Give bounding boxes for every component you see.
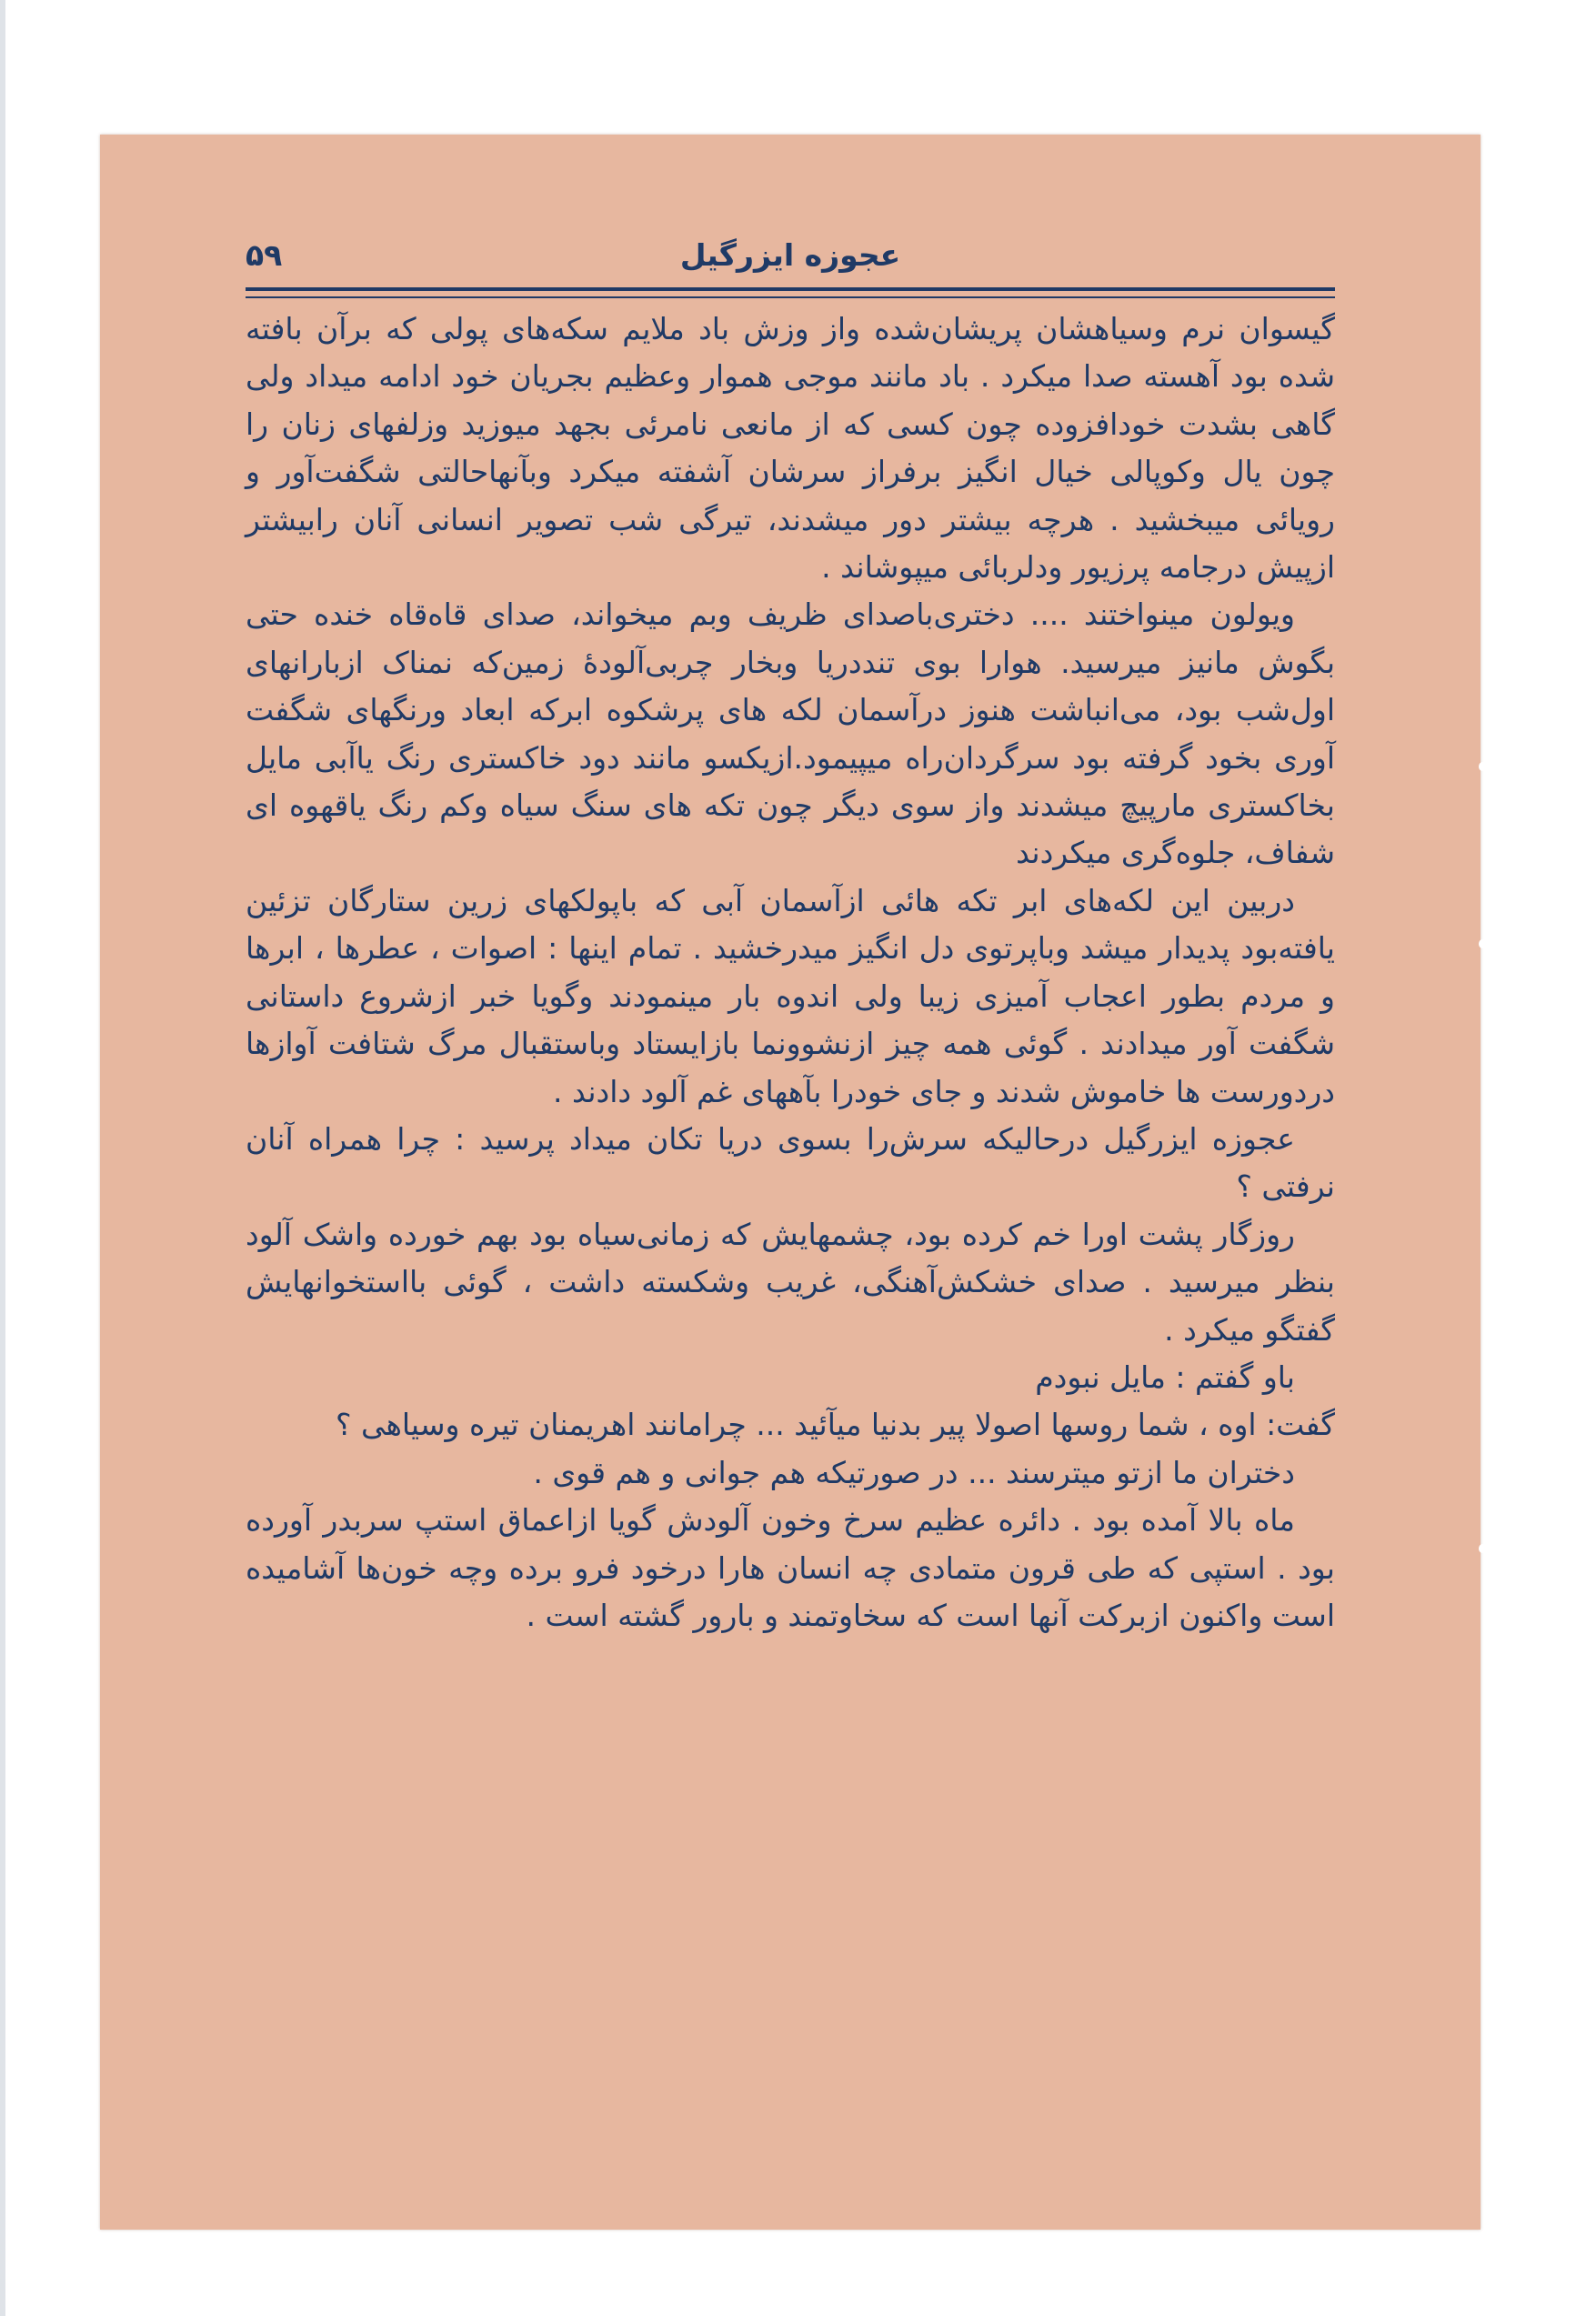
scanner-edge — [0, 0, 5, 2316]
paragraph: گفت: اوه ، شما روسها اصولا پیر بدنیا میآئید ... چرامانند اهریمنان تیره وسیاهی ؟ — [335, 1407, 1335, 1443]
binding-hole — [1479, 1544, 1486, 1553]
book-page — [100, 135, 1481, 2230]
paragraph: عجوزه ایزرگیل درحالیکه سرش‌را بسوی دریا تکان میداد پرسید : چرا همراه آنان نرفتی ؟ — [246, 1120, 1335, 1205]
page-number: ۵۹ — [246, 237, 283, 273]
binding-hole — [1479, 939, 1486, 948]
header-rule — [246, 287, 1335, 291]
paragraph: گیسوان نرم وسیاهشان پریشان‌شده واز وزش باد ملایم سکه‌های پولی که برآن بافته شده بود آهسته صدا میکرد . باد مانند موجی هموار وعظیم بجریان خود ادامه میداد ولی گاهی بشدت خودافزوده چون کسی که از مانعی نامرئی بجهد میوزید وزلفهای زنان را چون یال وکوپالی خیال انگیز برفراز سرشان آشفته میکرد وبآنهاحالتی شگفت‌آور و رویائی میبخشید . هرچه بیشتر دور میشدند، تیرگی شب تصویر انسانی آنان رابیشتر ازپیش درجامه پرزیور ودلربائی میپوشاند . — [246, 311, 1335, 586]
page-header — [246, 233, 1335, 278]
paragraph: ماه بالا آمده بود . دائره عظیم سرخ وخون آلودش گویا ازاعماق استپ سربدر آورده بود . استپی که طی قرون متمادی چه انسان هارا درخود فرو برده وچه خون‌ها آشامیده است واکنون ازبرکت آنها است که سخاوتمند و بارور گشته است . — [246, 1502, 1335, 1633]
paragraph: باو گفتم : مایل نبودم — [1035, 1359, 1295, 1395]
paragraph: ویولون مینواختند .... دختری‌باصدای ظریف وبم میخواند، صدای قاه‌قاه خنده حتی بگوش مانیز میرسید. هوارا بوی تنددریا وبخار چربی‌آلودهٔ زمین‌که نمناک ازبارانهای اول‌شب بود، می‌انباشت هنوز درآسمان لکه های پرشکوه ابرکه ابعاد ورنگهای شگفت آوری بخود گرفته بود سرگردان‌راه میپیمود.ازیکسو مانند دود خاکستری رنگ یاآبی مایل بخاکستری مارپیچ میشدند واز سوی دیگر چون تکه های سنگ سیاه وکم رنگ یاقهوه ای شفاف، جلوه‌گری میکردند — [246, 597, 1335, 871]
paragraph: دختران ما ازتو میترسند ... در صورتیکه هم جوانی و هم قوی . — [533, 1454, 1295, 1490]
paragraph: روزگار پشت اورا خم کرده بود، چشمهایش که زمانی‌سیاه بود بهم خورده واشک آلود بنظر میرسید . صدای خشکش‌آهنگی، غریب وشکسته داشت ، گوئی بااستخوانهایش گفتگو میکرد . — [246, 1216, 1335, 1348]
paragraph: دربین این لکه‌های ابر تکه هائی ازآسمان آبی که باپولکهای زرین ستارگان تزئین یافته‌بود پدیدار میشد وباپرتوی دل انگیز میدرخشید . تمام اینها : اصوات ، عطرها ، ابرها و مردم بطور اعجاب آمیزی زیبا ولی اندوه بار مینمودند وگویا خبر ازشروع داستانی شگفت آور میدادند . گوئی همه چیز ازنشوونما بازایستاد وباستقبال مرگ شتافت آوازها دردورست ها خاموش شدند و جای خودرا بآههای غم آلود دادند . — [246, 882, 1335, 1109]
running-title: عجوزه ایزرگیل — [679, 237, 901, 273]
binding-hole — [1479, 762, 1486, 771]
header-rule-thin — [246, 296, 1335, 298]
body-text — [246, 306, 1335, 1639]
